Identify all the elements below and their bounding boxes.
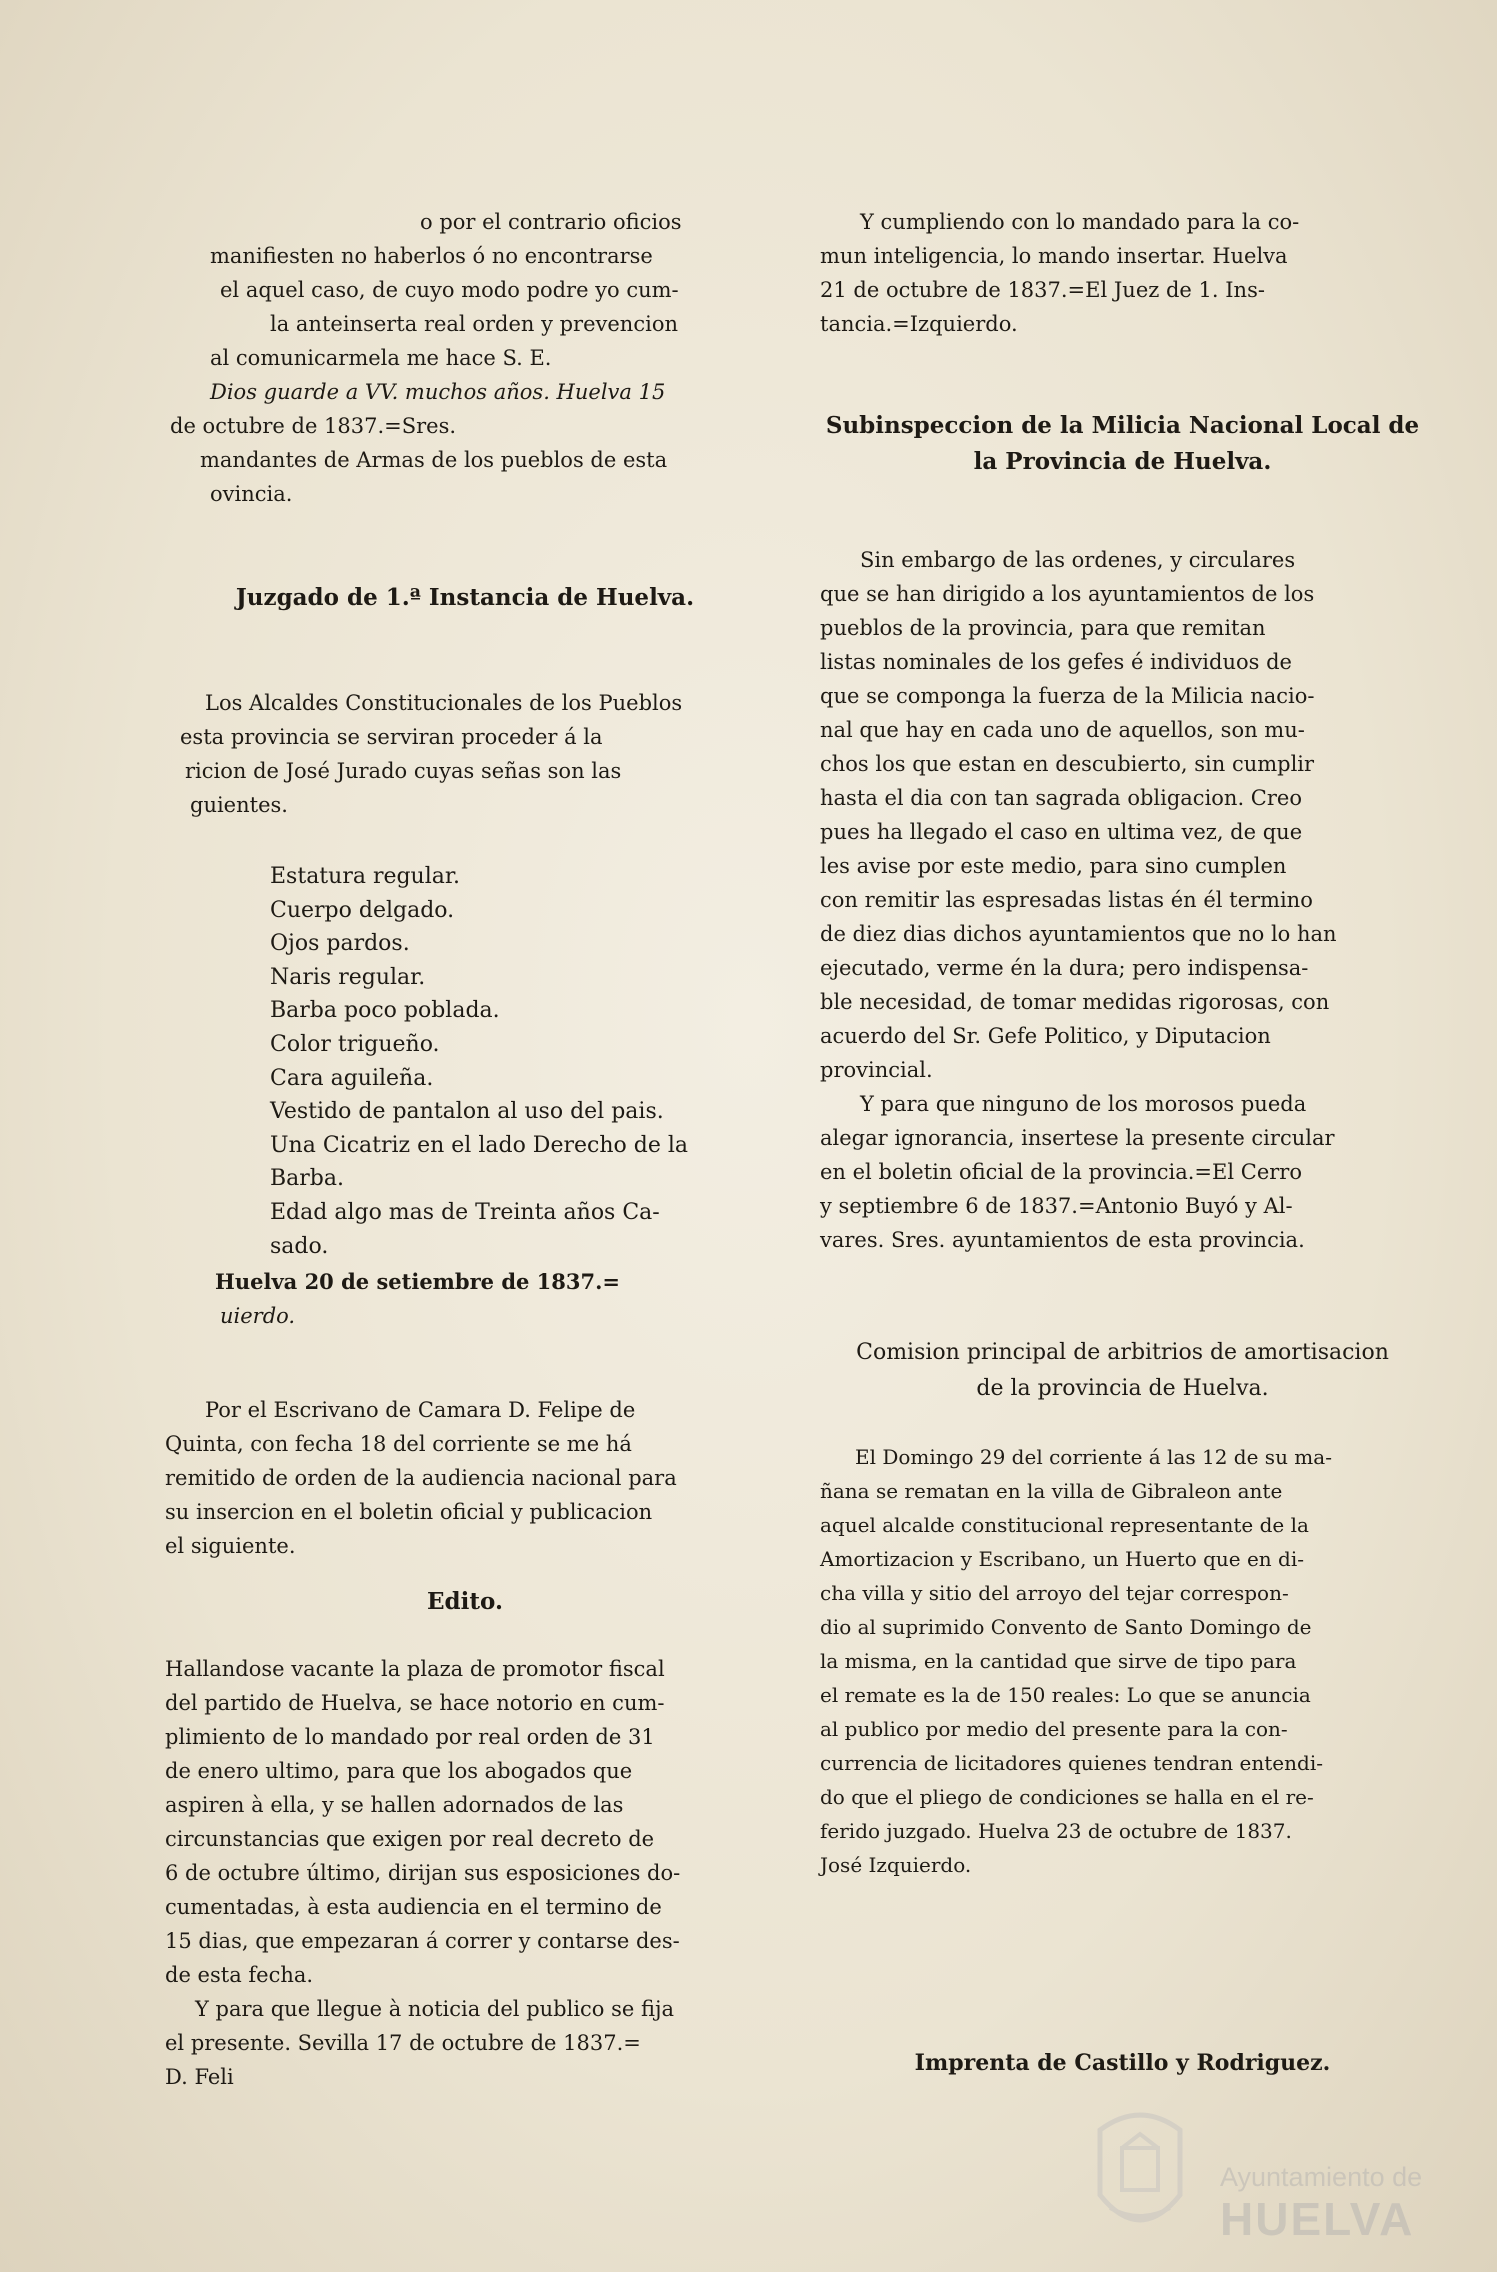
text-line: ovincia. [210, 482, 293, 506]
text-line: nal que hay en cada uno de aquellos, son mu- [820, 718, 1305, 742]
list-item: Una Cicatriz en el lado Derecho de la [270, 1132, 688, 1158]
text-line: o por el contrario oficios [420, 210, 682, 234]
section-juzgado-intro [160, 686, 770, 822]
text-line: y septiembre 6 de 1837.=Antonio Buyó y Al- [820, 1194, 1293, 1218]
text-line: de esta fecha. [165, 1963, 314, 1987]
text-line: con remitir las espresadas listas én él termino [820, 888, 1313, 912]
left-intro [160, 205, 770, 511]
list-item: Estatura regular. [270, 864, 460, 889]
text-line: ñana se rematan en la villa de Gibraleon ante [820, 1479, 1283, 1503]
text-line: cha villa y sitio del arroyo del tejar correspon- [820, 1581, 1289, 1605]
text-line: el presente. Sevilla 17 de octubre de 1837.= [165, 2031, 641, 2055]
list-item: Barba poco poblada. [270, 998, 500, 1024]
text-line: al comunicarmela me hace S. E. [210, 346, 552, 370]
ayuntamiento-huelva-watermark [1080, 2100, 1440, 2250]
list-item: Cara aguileña. [270, 1065, 434, 1091]
text-line: guientes. [190, 793, 288, 817]
text-line: tancia.=Izquierdo. [820, 312, 1018, 336]
text-line: de diez dias dichos ayuntamientos que no lo han [820, 922, 1337, 946]
suspect-traits-list [160, 860, 880, 1263]
text-line: El Domingo 29 del corriente á las 12 de su ma- [855, 1445, 1332, 1469]
text-line: la anteinserta real orden y prevencion [270, 312, 678, 336]
coat-of-arms-icon [1080, 2100, 1200, 2250]
list-item: Barba. [270, 1166, 344, 1192]
list-item: Edad algo mas de Treinta años Ca- [270, 1199, 660, 1225]
text-line: les avise por este medio, para sino cumplen [820, 854, 1287, 878]
text-line: vares. Sres. ayuntamientos de esta provincia. [820, 1228, 1305, 1252]
text-line: provincial. [820, 1058, 933, 1082]
text-line: al publico por medio del presente para la con- [820, 1717, 1288, 1741]
text-line: pueblos de la provincia, para que remitan [820, 616, 1266, 640]
text-line: esta provincia se serviran proceder á la [180, 725, 603, 749]
text-line: Los Alcaldes Constitucionales de los Pueblos [205, 691, 683, 715]
text-line: ejecutado, verme én la dura; pero indispensa- [820, 956, 1309, 980]
text-line: aspiren à ella, y se hallen adornados de las [165, 1793, 624, 1817]
list-item: Ojos pardos. [270, 931, 410, 957]
text-line: do que el pliego de condiciones se halla en el re- [820, 1785, 1314, 1809]
section-title: la Provincia de Huelva. [973, 448, 1272, 475]
text-line: el aquel caso, de cuyo modo podre yo cum- [220, 278, 679, 302]
section-amortisacion-body [820, 1440, 1425, 1882]
list-item: Cuerpo delgado. [270, 897, 455, 923]
text-line: circunstancias que exigen por real decreto de [165, 1827, 655, 1851]
list-item: sado. [270, 1233, 329, 1259]
text-line: el remate es la de 150 reales: Lo que se anuncia [820, 1683, 1311, 1707]
text-line: uierdo. [220, 1304, 296, 1328]
section-title-juzgado [160, 580, 770, 616]
text-line: Y para que ninguno de los morosos pueda [860, 1092, 1307, 1116]
text-line: Y cumpliendo con lo mandado para la co- [860, 210, 1300, 234]
text-line: currencia de licitadores quienes tendran entendi- [820, 1751, 1323, 1775]
text-line: el siguiente. [165, 1534, 296, 1558]
text-line: D. Feli [165, 2065, 234, 2089]
text-line: en el boletin oficial de la provincia.=El Cerro [820, 1160, 1302, 1184]
text-line: alegar ignorancia, insertese la presente circular [820, 1126, 1335, 1150]
text-line: José Izquierdo. [820, 1853, 972, 1877]
text-line: chos los que estan en descubierto, sin cumplir [820, 752, 1315, 776]
text-line: de octubre de 1837.=Sres. [170, 414, 457, 438]
section-title-amortisacion [820, 1335, 1425, 1407]
text-line: manifiesten no haberlos ó no encontrarse [210, 244, 653, 268]
text-line: Quinta, con fecha 18 del corriente se me há [165, 1432, 632, 1456]
text-line: su insercion en el boletin oficial y publicacion [165, 1500, 653, 1524]
list-item: Vestido de pantalon al uso del pais. [270, 1099, 664, 1125]
text-line: listas nominales de los gefes é individuos de [820, 650, 1292, 674]
text-line: pues ha llegado el caso en ultima vez, de que [820, 820, 1303, 844]
edicto-body [160, 1652, 770, 2094]
text-line: ferido juzgado. Huelva 23 de octubre de 1837. [820, 1819, 1292, 1843]
text-line: de enero ultimo, para que los abogados que [165, 1759, 633, 1783]
edicto-title-block [160, 1584, 770, 1620]
imprint-line: Imprenta de Castillo y Rodriguez. [914, 2050, 1331, 2076]
text-line: plimiento de lo mandado por real orden de 31 [165, 1725, 655, 1749]
list-item: Color trigueño. [270, 1031, 440, 1057]
text-line: aquel alcalde constitucional representante de la [820, 1513, 1309, 1537]
section-title: Subinspeccion de la Milicia Nacional Local de [825, 412, 1420, 439]
text-line: Hallandose vacante la plaza de promotor fiscal [165, 1657, 665, 1681]
text-line: cumentadas, à esta audiencia en el termino de [165, 1895, 662, 1919]
text-line: remitido de orden de la audiencia nacional para [165, 1466, 677, 1490]
text-line: hasta el dia con tan sagrada obligacion. Creo [820, 786, 1302, 810]
text-line: Huelva 20 de setiembre de 1837.= [215, 1269, 621, 1294]
watermark-line1: Ayuntamiento de [1220, 2162, 1423, 2192]
section-title: de la provincia de Huelva. [976, 1376, 1269, 1401]
section-milicia-body [820, 543, 1425, 1257]
text-line: acuerdo del Sr. Gefe Politico, y Diputacion [820, 1024, 1271, 1048]
section-title: Comision principal de arbitrios de amortisacion [856, 1340, 1389, 1365]
section-juzgado-close [160, 1265, 770, 1333]
text-line: mun inteligencia, lo mando insertar. Huelva [820, 244, 1288, 268]
section-title-milicia [820, 408, 1425, 480]
text-line: Y para que llegue à noticia del publico se fija [195, 1997, 675, 2021]
text-line: 15 dias, que empezaran á correr y contarse des- [165, 1929, 680, 1953]
section-title: Juzgado de 1.ª Instancia de Huelva. [235, 584, 695, 611]
text-line: dio al suprimido Convento de Santo Domingo de [820, 1615, 1312, 1639]
text-line: 6 de octubre último, dirijan sus esposiciones do- [165, 1861, 681, 1885]
text-line: Dios guarde a VV. muchos años. Huelva 15 [210, 380, 666, 404]
section-title: Edito. [427, 1588, 503, 1615]
text-line: del partido de Huelva, se hace notorio en cum- [165, 1691, 665, 1715]
text-line: que se han dirigido a los ayuntamientos de los [820, 582, 1315, 606]
text-line: ricion de José Jurado cuyas señas son las [185, 759, 622, 783]
right-intro [820, 205, 1425, 341]
text-line: Por el Escrivano de Camara D. Felipe de [205, 1398, 636, 1422]
list-item: Naris regular. [270, 964, 426, 990]
watermark-line2: HUELVA [1220, 2193, 1415, 2245]
text-line: mandantes de Armas de los pueblos de esta [200, 448, 668, 472]
text-line: Amortizacion y Escribano, un Huerto que en di- [820, 1547, 1305, 1571]
section-escrivano-intro [160, 1393, 770, 1563]
text-line: Sin embargo de las ordenes, y circulares [860, 548, 1296, 572]
text-line: ble necesidad, de tomar medidas rigorosas, con [820, 990, 1330, 1014]
text-line: que se componga la fuerza de la Milicia nacio- [820, 684, 1315, 708]
text-line: 21 de octubre de 1837.=El Juez de 1. Ins- [820, 278, 1265, 302]
text-line: la misma, en la cantidad que sirve de tipo para [820, 1649, 1297, 1673]
